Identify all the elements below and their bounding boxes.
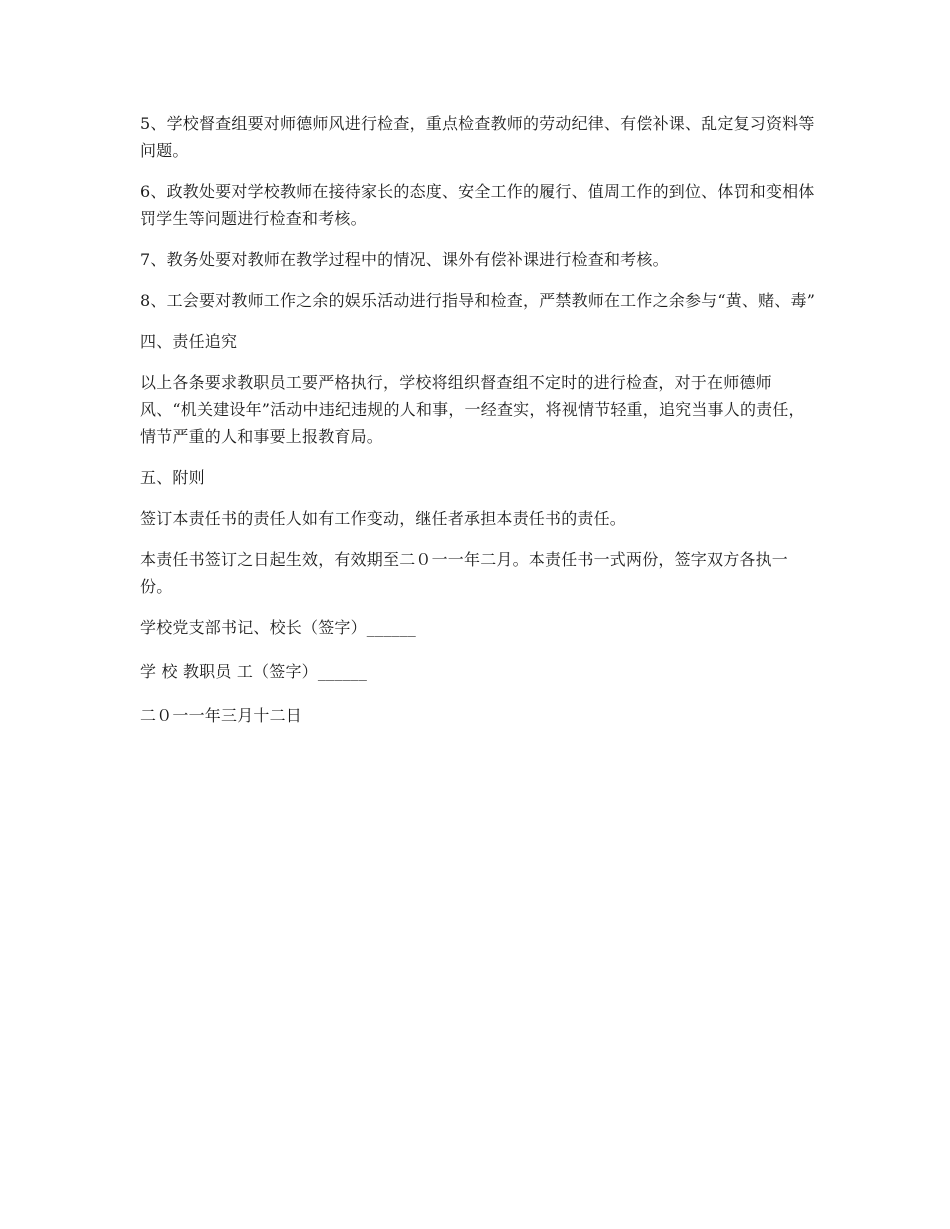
clause-6: 6、政教处要对学校教师在接待家长的态度、安全工作的履行、值周工作的到位、体罚和变相体罚学生等问题进行检查和考核。 [140,182,815,228]
document-date: 二０一一年三月十二日 [140,706,303,725]
staff-signature-line: 学 校 教职员 工（签字）______ [140,662,368,681]
clause-8: 8、工会要对教师工作之余的娱乐活动进行指导和检查，严禁教师在工作之余参与“黄、赌、毒” [140,291,816,310]
clause-5: 5、学校督查组要对师德师风进行检查，重点检查教师的劳动纪律、有偿补课、乱定复习资料等问题。 [140,114,815,160]
section-heading-5: 五、附则 [140,468,205,487]
section-heading-4: 四、责任追究 [140,332,238,351]
clause-7: 7、教务处要对教师在教学过程中的情况、课外有偿补课进行检查和考核。 [140,250,669,269]
document-page [140,110,820,743]
validity-clause: 本责任书签订之日起生效，有效期至二０一一年二月。本责任书一式两份，签字双方各执一份。 [140,550,789,596]
principal-signature-line: 学校党支部书记、校长（签字）______ [140,618,417,637]
successor-clause: 签订本责任书的责任人如有工作变动，继任者承担本责任书的责任。 [140,509,627,528]
accountability-paragraph: 以上各条要求教职员工要严格执行，学校将组织督查组不定时的进行检查，对于在师德师风、“机关建设年”活动中违纪违规的人和事，一经查实，将视情节轻重，追究当事人的责任，情节严重的人和事要上报教育局。 [140,373,805,446]
